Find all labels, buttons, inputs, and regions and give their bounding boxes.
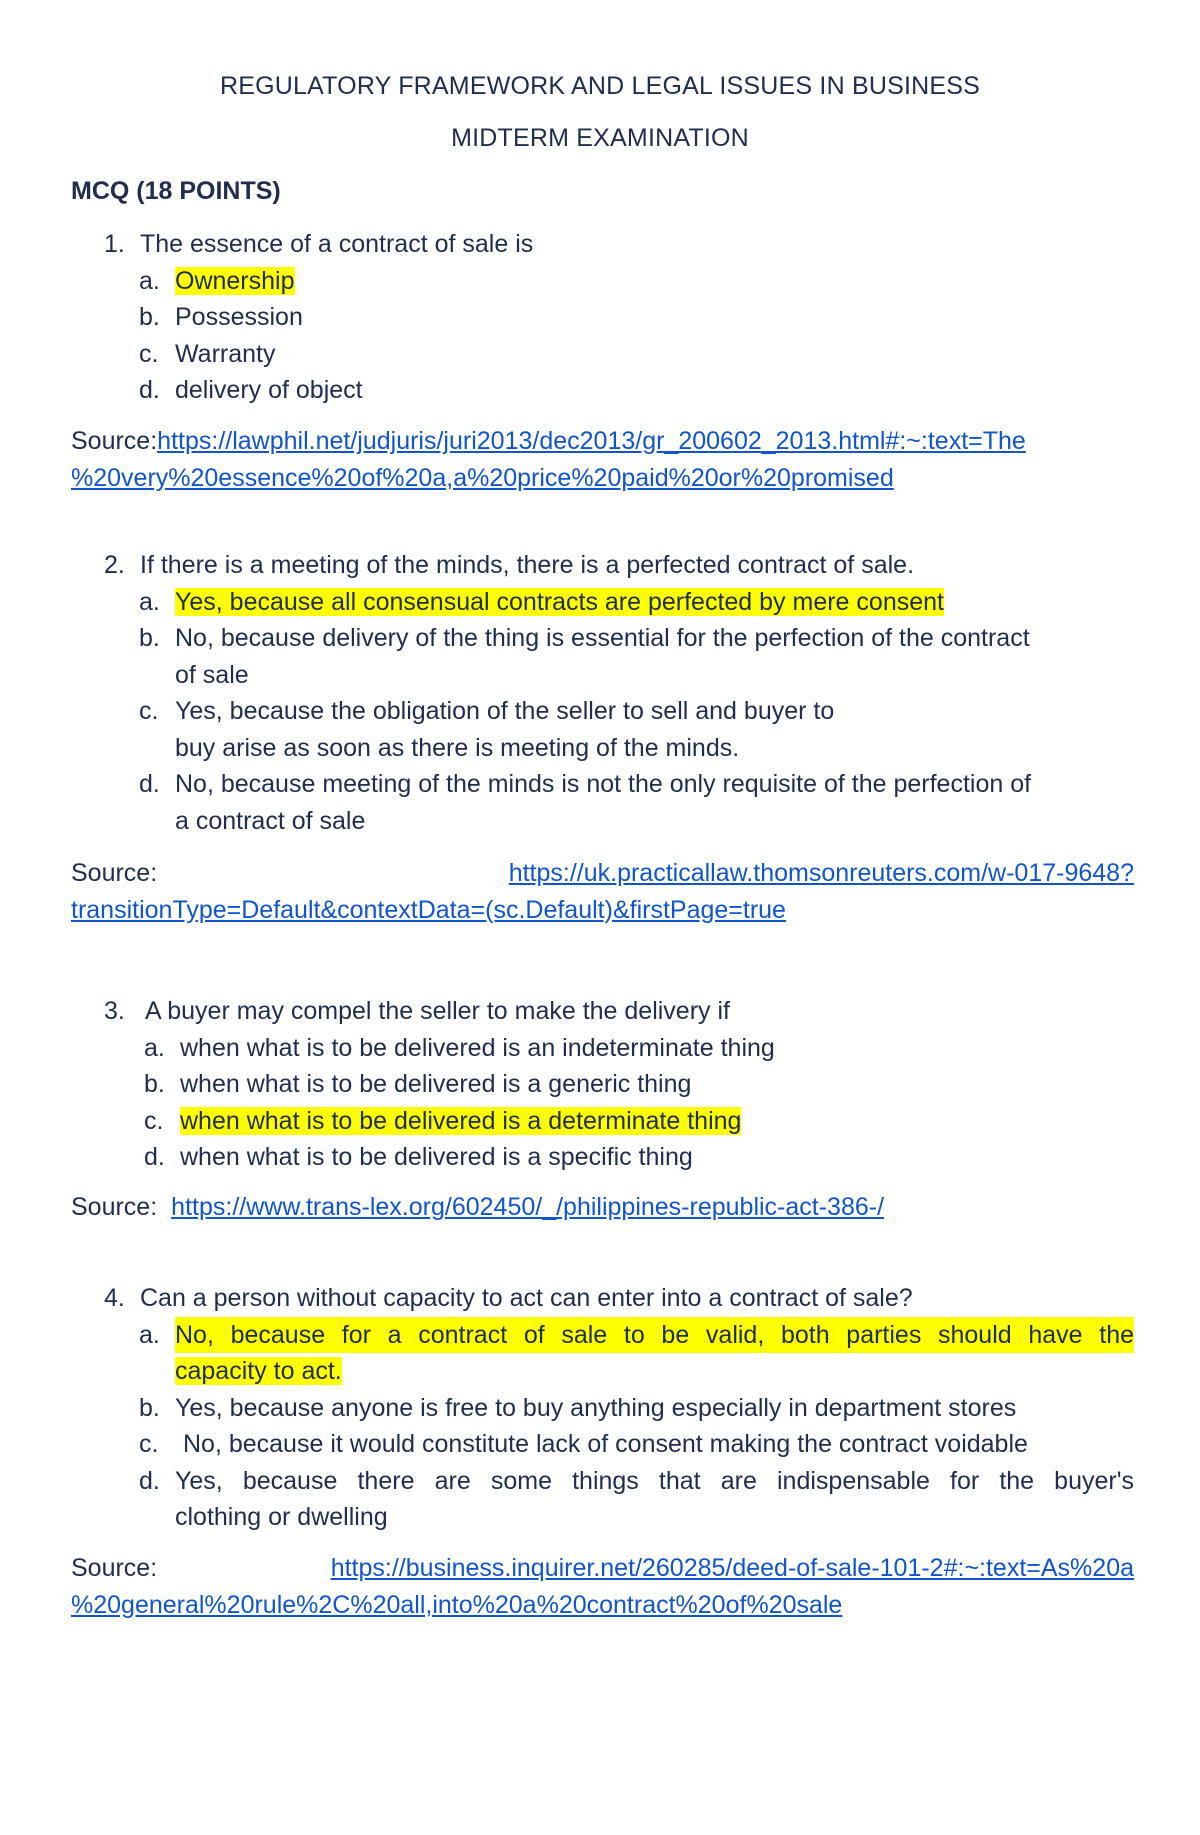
question-text: The essence of a contract of sale is [140,230,534,258]
document-title: REGULATORY FRAMEWORK AND LEGAL ISSUES IN BUSINESS [220,72,980,100]
option-letter: b. [139,624,160,652]
source-link[interactable]: https://lawphil.net/judjuris/juri2013/dec2013/gr_200602_2013.html#:~:text=The [157,427,1026,455]
option-text: Yes, because anyone is free to buy anything especially in department stores [175,1393,1017,1422]
source-label: Source: [71,1193,158,1221]
option-letter: c. [139,1430,159,1458]
option-d [104,1463,1134,1536]
option-text: Yes, because the obligation of the seller to sell and buyer to [175,697,835,725]
option-a [104,584,1134,621]
option-text: when what is to be delivered is a generic thing [180,1070,692,1098]
option-b [104,1390,1134,1427]
option-text: Yes, because there are some things that are indispensable for the buyer's [175,1466,1134,1495]
source-link[interactable]: https://www.trans-lex.org/602450/_/philippines-republic-act-386-/ [171,1193,885,1221]
option-c [104,336,1134,373]
section-heading: MCQ (18 POINTS) [71,177,281,205]
option-letter: d. [139,770,160,798]
option-text: Possession [175,303,303,331]
source-link-continued[interactable]: %20general%20rule%2C%20all,into%20a%20contract%20of%20sale [71,1590,843,1619]
option-b [104,1066,1134,1103]
option-letter: a. [139,266,160,295]
option-text-continued: clothing or dwelling [175,1503,388,1531]
option-letter: d. [139,376,160,404]
option-letter: b. [144,1070,165,1098]
question-text: Can a person without capacity to act can enter into a contract of sale? [140,1284,913,1312]
option-letter: c. [144,1106,164,1135]
source-label: Source: [71,859,158,887]
option-text: Warranty [175,339,276,368]
document-subtitle: MIDTERM EXAMINATION [451,124,749,152]
question-2 [104,547,1134,839]
option-a [104,1317,1134,1390]
source-1 [71,423,1134,496]
option-letter: d. [139,1466,160,1495]
option-text: when what is to be delivered is a specific thing [180,1143,693,1171]
option-letter: a. [139,1320,160,1349]
option-b [104,299,1134,336]
option-letter: b. [139,303,160,331]
option-d [104,372,1134,409]
question-number: 2. [104,551,125,579]
option-text-answer: Yes, because all consensual contracts are perfected by mere consent [175,587,944,616]
option-text: when what is to be delivered is an indeterminate thing [180,1033,775,1062]
question-1 [104,226,1134,409]
question-4 [104,1280,1134,1536]
question-3 [104,993,1134,1176]
option-letter: a. [139,587,160,616]
option-b [104,620,1134,693]
source-4 [71,1550,1134,1623]
source-label: Source: [71,1554,158,1582]
source-link-continued[interactable]: %20very%20essence%20of%20a,a%20price%20paid%20or%20promised [71,463,894,492]
option-letter: c. [139,339,159,368]
option-text-answer: No, because for a contract of sale to be valid, both parties should have the [175,1317,1134,1354]
option-a [104,263,1134,300]
source-label: Source: [71,427,158,455]
question-number: 4. [104,1284,125,1312]
source-link[interactable]: https://uk.practicallaw.thomsonreuters.com/w-017-9648? [508,859,1134,887]
option-c [104,1426,1134,1463]
option-text: delivery of object [175,376,363,404]
option-text-answer: Ownership [175,266,295,295]
source-3 [71,1189,1134,1226]
option-text: No, because meeting of the minds is not the only requisite of the perfection of [175,770,1032,798]
option-text: No, because it would constitute lack of consent making the contract voidable [183,1430,1028,1458]
option-c [104,1103,1134,1140]
option-c [104,693,1134,766]
option-letter: b. [139,1393,160,1422]
source-link-continued[interactable]: transitionType=Default&contextData=(sc.Default)&firstPage=true [71,895,786,924]
question-number: 3. [104,997,125,1025]
option-a [104,1030,1134,1067]
option-text-answer: when what is to be delivered is a determinate thing [180,1106,742,1135]
source-link[interactable]: https://business.inquirer.net/260285/deed-of-sale-101-2#:~:text=As%20a [330,1554,1134,1582]
source-2 [71,855,1134,928]
option-text-continued: buy arise as soon as there is meeting of the minds. [175,733,740,762]
option-text-continued: of sale [175,660,249,689]
question-text: If there is a meeting of the minds, there is a perfected contract of sale. [140,551,915,579]
option-letter: a. [144,1033,165,1062]
option-text: No, because delivery of the thing is essential for the perfection of the contract [175,624,1030,652]
option-text-continued: a contract of sale [175,806,366,835]
question-text: A buyer may compel the seller to make the delivery if [145,997,730,1025]
question-number: 1. [104,230,125,258]
option-d [104,766,1134,839]
option-d [104,1139,1134,1176]
option-letter: c. [139,697,159,725]
option-letter: d. [144,1143,165,1171]
option-text-answer-continued: capacity to act. [175,1357,342,1385]
